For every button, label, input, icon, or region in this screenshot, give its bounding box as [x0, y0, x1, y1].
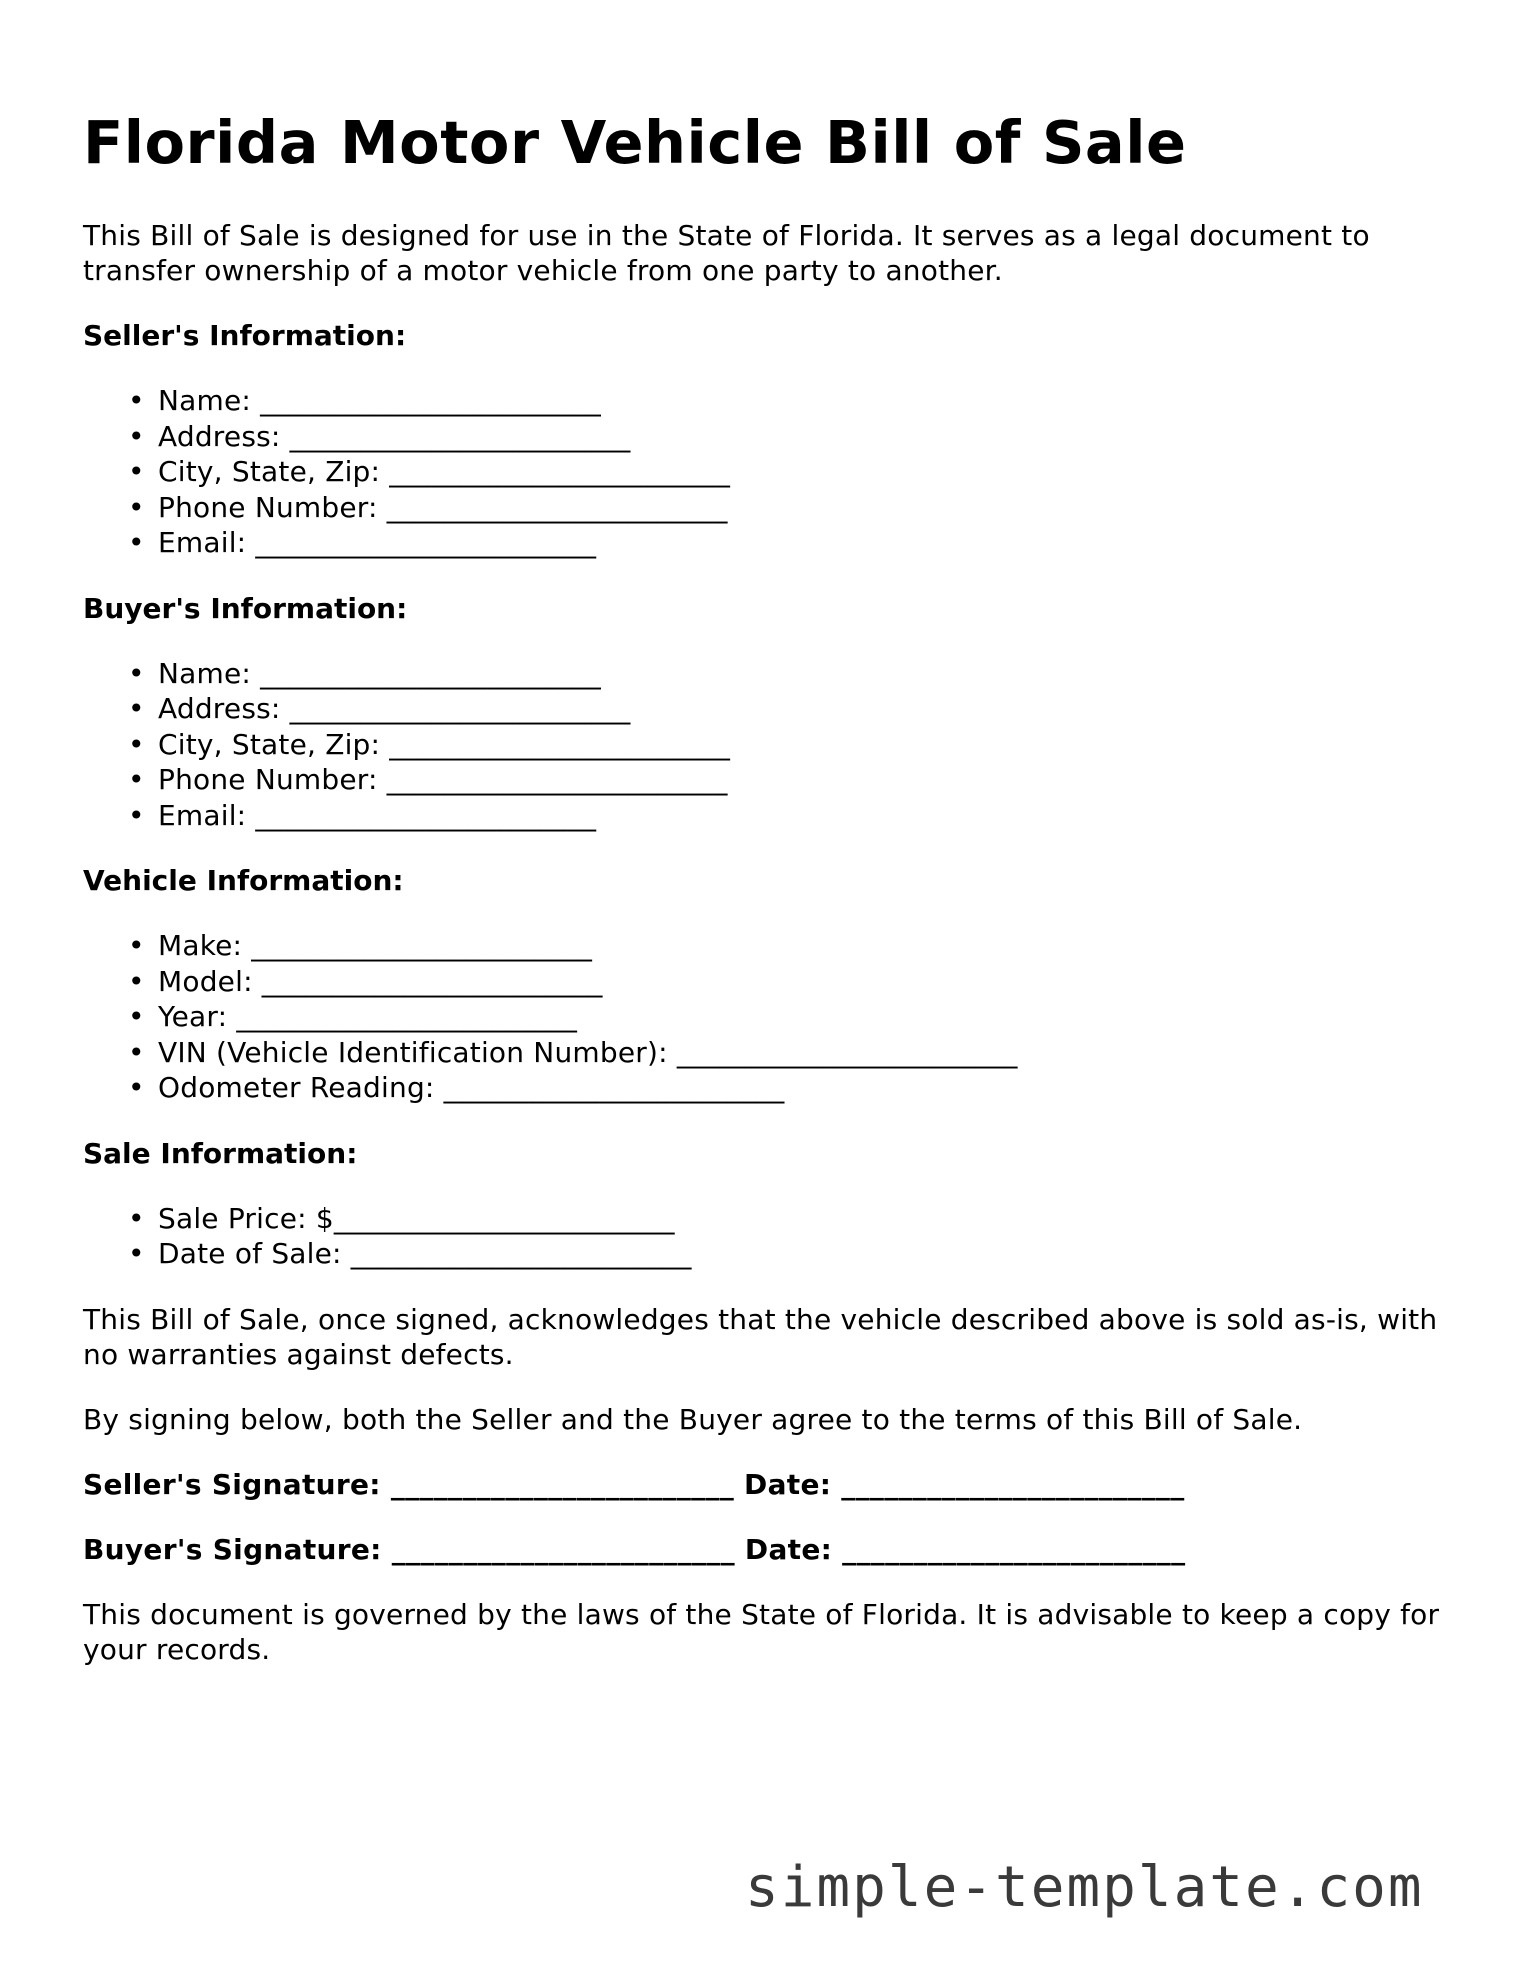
document-title: Florida Motor Vehicle Bill of Sale: [83, 108, 1187, 177]
bullet-icon: •: [128, 798, 145, 832]
bullet-icon: •: [128, 929, 145, 962]
sale-heading: Sale Information:: [83, 1136, 358, 1170]
buyer-phone-field[interactable]: • Phone Number: ________________________: [128, 763, 728, 796]
buyer-address-field[interactable]: • Address: ________________________: [128, 692, 631, 725]
seller-heading: Seller's Information:: [83, 319, 407, 352]
bullet-icon: •: [128, 384, 145, 417]
buyer-field-list: [83, 656, 1463, 834]
buyer-email-field[interactable]: • Email: ________________________: [128, 798, 597, 832]
seller-signature-field[interactable]: Seller's Signature: ________________________: [83, 1467, 735, 1501]
vehicle-make-field[interactable]: • Make: ________________________: [128, 929, 593, 962]
sale-price-field[interactable]: • Sale Price: $________________________: [128, 1201, 675, 1235]
watermark-text: simple-template.com: [745, 1855, 1424, 1920]
sale-date-field[interactable]: • Date of Sale: ________________________: [128, 1237, 692, 1270]
bullet-icon: •: [128, 419, 145, 453]
bullet-icon: •: [128, 656, 145, 690]
bullet-icon: •: [128, 1201, 145, 1235]
seller-phone-field[interactable]: • Phone Number: ________________________: [128, 490, 728, 524]
bullet-icon: •: [128, 526, 145, 559]
seller-date-field[interactable]: Date: ________________________: [744, 1467, 1185, 1501]
buyer-name-field[interactable]: • Name: ________________________: [128, 656, 601, 690]
bullet-icon: •: [128, 1035, 145, 1069]
vehicle-heading: Vehicle Information:: [83, 864, 404, 897]
vehicle-model-field[interactable]: • Model: ________________________: [128, 964, 603, 998]
buyer-signature-field[interactable]: Buyer's Signature: ________________________: [83, 1532, 735, 1566]
as-is-paragraph: This Bill of Sale, once signed, acknowledges that the vehicle described above is sold as-is, with no warranties against defects.: [83, 1302, 1438, 1371]
seller-field-list: [83, 383, 1463, 561]
governing-law-note: This document is governed by the laws of the State of Florida. It is advisable to keep a copy for your records.: [83, 1597, 1440, 1666]
seller-signature-row: [83, 1467, 1463, 1502]
bullet-icon: •: [128, 964, 145, 998]
seller-email-field[interactable]: • Email: ________________________: [128, 526, 597, 559]
bullet-icon: •: [128, 727, 145, 761]
bullet-icon: •: [128, 490, 145, 524]
vehicle-field-list: [83, 928, 1463, 1106]
vehicle-year-field[interactable]: • Year: ________________________: [128, 1000, 578, 1033]
bullet-icon: •: [128, 1237, 145, 1270]
bill-of-sale-document: [83, 98, 1463, 1667]
vehicle-odometer-field[interactable]: • Odometer Reading: ________________________: [128, 1071, 785, 1104]
agreement-paragraph: By signing below, both the Seller and the Buyer agree to the terms of this Bill of Sale.: [83, 1402, 1303, 1436]
bullet-icon: •: [128, 692, 145, 725]
buyer-signature-row: [83, 1532, 1463, 1567]
bullet-icon: •: [128, 1071, 145, 1104]
buyer-city-state-zip-field[interactable]: • City, State, Zip: ________________________: [128, 727, 731, 761]
seller-city-state-zip-field[interactable]: • City, State, Zip: ________________________: [128, 455, 731, 488]
seller-address-field[interactable]: • Address: ________________________: [128, 419, 631, 453]
buyer-date-field[interactable]: Date: ________________________: [744, 1532, 1186, 1566]
buyer-heading: Buyer's Information:: [83, 591, 408, 625]
bullet-icon: •: [128, 1000, 145, 1033]
bullet-icon: •: [128, 455, 145, 488]
sale-field-list: [83, 1201, 1463, 1272]
vehicle-vin-field[interactable]: • VIN (Vehicle Identification Number): ________________________: [128, 1035, 1018, 1069]
bullet-icon: •: [128, 763, 145, 796]
intro-paragraph: This Bill of Sale is designed for use in the State of Florida. It serves as a legal document to transfer ownership of a motor vehicle from one party to another.: [83, 219, 1370, 287]
seller-name-field[interactable]: • Name: ________________________: [128, 384, 601, 417]
